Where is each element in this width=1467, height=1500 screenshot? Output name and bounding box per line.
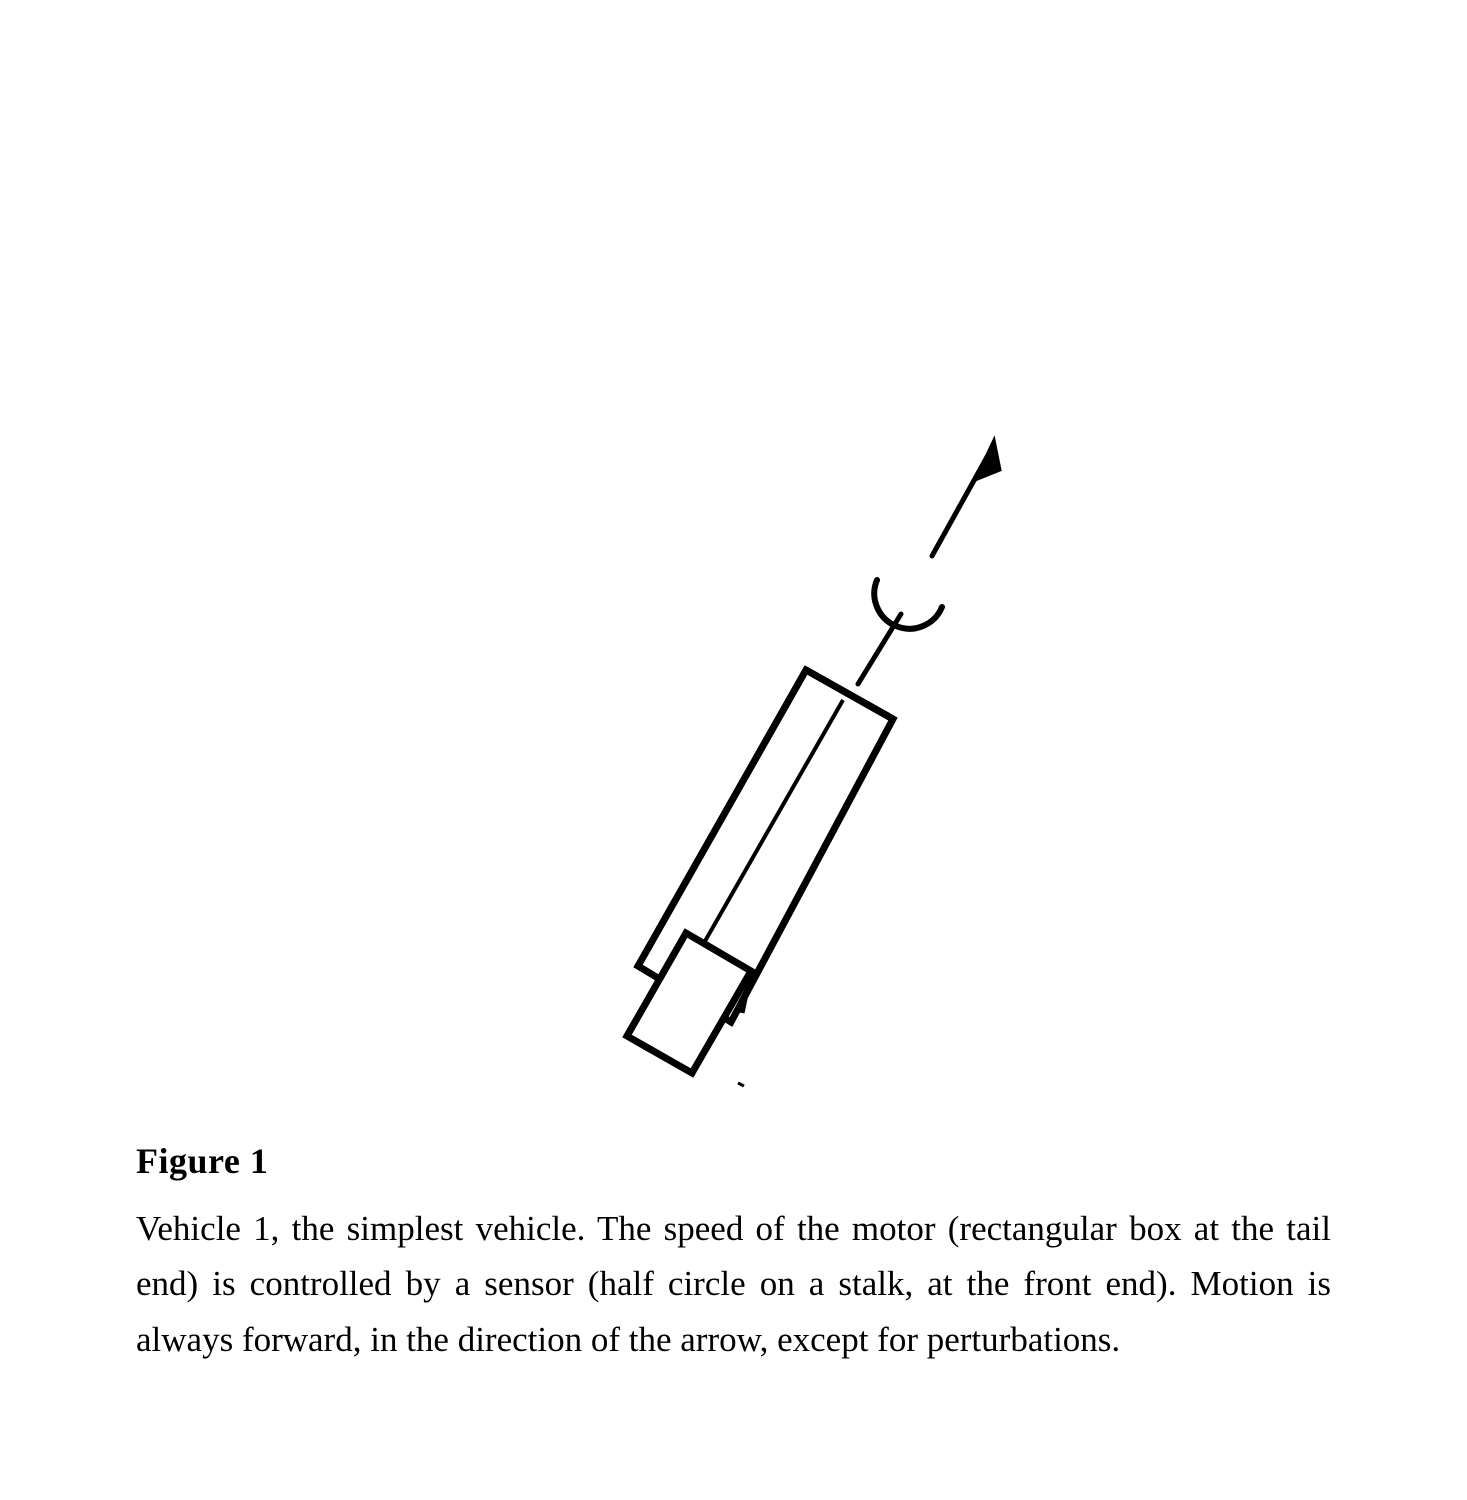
stray-tick-mark	[738, 1083, 744, 1086]
motion-arrow	[932, 440, 1000, 556]
motion-arrow-head	[975, 440, 1000, 480]
sensor-half-circle	[874, 580, 942, 629]
vehicle-body-top-edge	[806, 670, 893, 719]
figure-caption-title: Figure 1	[136, 1141, 269, 1181]
figure-caption	[136, 1140, 1336, 1367]
figure-caption-body: Vehicle 1, the simplest vehicle. The speed of the motor (rectangular box at the tail end) is controlled by a sensor (half circle on a stalk, at the front end). Motion is always forward, in the direction of the arrow, except for perturbations.	[136, 1209, 1331, 1359]
